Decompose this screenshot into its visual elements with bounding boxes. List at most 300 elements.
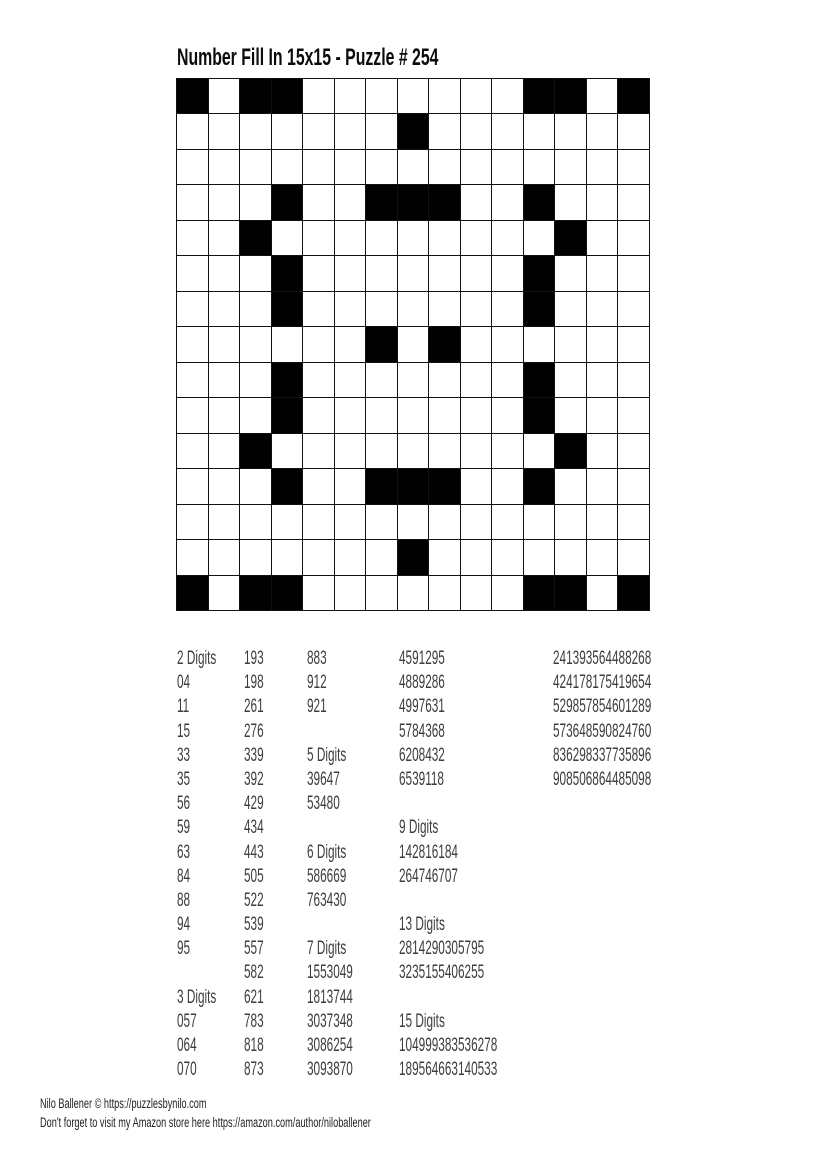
- number-entry: 621: [244, 986, 264, 1008]
- grid-fill-cell[interactable]: [429, 363, 460, 397]
- grid-fill-cell[interactable]: [618, 150, 649, 184]
- grid-fill-cell[interactable]: [492, 469, 523, 503]
- number-entry: 63: [177, 841, 191, 863]
- grid-fill-cell[interactable]: [240, 398, 271, 432]
- grid-fill-cell[interactable]: [209, 540, 240, 574]
- grid-fill-cell[interactable]: [398, 256, 429, 290]
- grid-block-cell: [272, 185, 303, 219]
- number-entry: 3037348: [307, 1010, 353, 1032]
- grid-fill-cell[interactable]: [587, 221, 618, 255]
- grid-fill-cell[interactable]: [429, 150, 460, 184]
- grid-fill-cell[interactable]: [524, 434, 555, 468]
- grid-fill-cell[interactable]: [303, 434, 334, 468]
- grid-fill-cell[interactable]: [366, 79, 397, 113]
- grid-block-cell: [177, 576, 208, 610]
- grid-fill-cell[interactable]: [209, 185, 240, 219]
- grid-fill-cell[interactable]: [240, 469, 271, 503]
- grid-block-cell: [272, 292, 303, 326]
- grid-fill-cell[interactable]: [209, 114, 240, 148]
- grid-fill-cell[interactable]: [555, 150, 586, 184]
- grid-fill-cell[interactable]: [429, 398, 460, 432]
- number-entry: 84: [177, 865, 191, 887]
- grid-fill-cell[interactable]: [366, 398, 397, 432]
- grid-fill-cell[interactable]: [461, 469, 492, 503]
- grid-fill-cell[interactable]: [272, 150, 303, 184]
- number-entry: 5784368: [399, 720, 445, 742]
- number-entry: 53480: [307, 793, 340, 815]
- number-entry: 912: [307, 672, 327, 694]
- grid-fill-cell[interactable]: [618, 114, 649, 148]
- grid-fill-cell[interactable]: [461, 221, 492, 255]
- footer-copyright: Nilo Ballener © https://puzzlesbynilo.com: [40, 1096, 207, 1111]
- number-entry: 339: [244, 744, 264, 766]
- grid-fill-cell[interactable]: [209, 469, 240, 503]
- number-entry: 88: [177, 889, 191, 911]
- number-entry: 11: [177, 696, 190, 718]
- list-spacer: [399, 792, 497, 816]
- grid-fill-cell[interactable]: [492, 505, 523, 539]
- number-entry: 04: [177, 672, 191, 694]
- digits-section-label: 13 Digits: [399, 914, 445, 936]
- grid-fill-cell[interactable]: [587, 434, 618, 468]
- number-entry: 557: [244, 938, 264, 960]
- grid-fill-cell[interactable]: [587, 505, 618, 539]
- grid-fill-cell[interactable]: [555, 185, 586, 219]
- grid-fill-cell[interactable]: [335, 576, 366, 610]
- number-entry: 392: [244, 768, 264, 790]
- number-entry: 070: [177, 1059, 197, 1081]
- grid-fill-cell[interactable]: [492, 327, 523, 361]
- grid-fill-cell[interactable]: [177, 256, 208, 290]
- grid-fill-cell[interactable]: [240, 505, 271, 539]
- number-entry: 883: [307, 648, 327, 669]
- grid-fill-cell[interactable]: [303, 363, 334, 397]
- grid-fill-cell[interactable]: [618, 505, 649, 539]
- grid-fill-cell[interactable]: [209, 327, 240, 361]
- digits-section-label: 2 Digits: [177, 648, 217, 669]
- number-entry: 763430: [307, 889, 347, 911]
- grid-fill-cell[interactable]: [398, 434, 429, 468]
- grid-fill-cell[interactable]: [272, 505, 303, 539]
- grid-fill-cell[interactable]: [555, 540, 586, 574]
- grid-fill-cell[interactable]: [555, 363, 586, 397]
- grid-fill-cell[interactable]: [524, 114, 555, 148]
- grid-fill-cell[interactable]: [303, 576, 334, 610]
- grid-fill-cell[interactable]: [555, 292, 586, 326]
- number-entry: 198: [244, 672, 264, 694]
- grid-fill-cell[interactable]: [492, 363, 523, 397]
- grid-fill-cell[interactable]: [398, 221, 429, 255]
- number-entry: 39647: [307, 768, 340, 790]
- number-entry: 908506864485098: [553, 768, 652, 790]
- number-entry: 189564663140533: [399, 1059, 498, 1081]
- number-entry: 505: [244, 865, 264, 887]
- grid-fill-cell[interactable]: [335, 114, 366, 148]
- list-spacer: [307, 816, 353, 840]
- grid-block-cell: [240, 79, 271, 113]
- grid-block-cell: [618, 576, 649, 610]
- grid-fill-cell[interactable]: [240, 540, 271, 574]
- grid-fill-cell[interactable]: [335, 434, 366, 468]
- number-entry: 56: [177, 793, 191, 815]
- grid-fill-cell[interactable]: [587, 79, 618, 113]
- grid-fill-cell[interactable]: [398, 327, 429, 361]
- grid-fill-cell[interactable]: [240, 150, 271, 184]
- grid-fill-cell[interactable]: [461, 114, 492, 148]
- grid-fill-cell[interactable]: [618, 434, 649, 468]
- number-entry: 921: [307, 696, 327, 718]
- grid-fill-cell[interactable]: [618, 540, 649, 574]
- grid-fill-cell[interactable]: [524, 150, 555, 184]
- grid-fill-cell[interactable]: [461, 79, 492, 113]
- grid-block-cell: [177, 79, 208, 113]
- grid-fill-cell[interactable]: [461, 434, 492, 468]
- grid-fill-cell[interactable]: [335, 469, 366, 503]
- grid-block-cell: [429, 469, 460, 503]
- grid-fill-cell[interactable]: [555, 114, 586, 148]
- grid-fill-cell[interactable]: [461, 505, 492, 539]
- grid-fill-cell[interactable]: [335, 398, 366, 432]
- grid-fill-cell[interactable]: [303, 398, 334, 432]
- grid-fill-cell[interactable]: [335, 150, 366, 184]
- grid-block-cell: [524, 363, 555, 397]
- list-spacer: [307, 720, 353, 744]
- grid-fill-cell[interactable]: [240, 114, 271, 148]
- number-entry: 443: [244, 841, 264, 863]
- grid-block-cell: [272, 256, 303, 290]
- grid-fill-cell[interactable]: [240, 363, 271, 397]
- grid-block-cell: [272, 363, 303, 397]
- grid-fill-cell[interactable]: [461, 576, 492, 610]
- grid-fill-cell[interactable]: [240, 327, 271, 361]
- grid-fill-cell[interactable]: [524, 221, 555, 255]
- grid-block-cell: [524, 256, 555, 290]
- grid-fill-cell[interactable]: [429, 434, 460, 468]
- digits-section-label: 7 Digits: [307, 938, 347, 960]
- number-entry: 104999383536278: [399, 1035, 498, 1056]
- number-entry: 582: [244, 962, 264, 984]
- number-list-column-3: [307, 647, 353, 1082]
- number-entry: 4591295: [399, 648, 445, 669]
- list-spacer: [399, 889, 497, 913]
- number-entry: 818: [244, 1035, 264, 1056]
- grid-fill-cell[interactable]: [366, 434, 397, 468]
- grid-fill-cell[interactable]: [555, 327, 586, 361]
- number-entry: 424178175419654: [553, 672, 652, 694]
- grid-block-cell: [398, 114, 429, 148]
- number-entry: 3093870: [307, 1059, 353, 1081]
- grid-fill-cell[interactable]: [587, 363, 618, 397]
- grid-fill-cell[interactable]: [587, 150, 618, 184]
- grid-block-cell: [524, 79, 555, 113]
- grid-fill-cell[interactable]: [335, 221, 366, 255]
- number-list-column-5: [553, 647, 651, 792]
- grid-block-cell: [524, 292, 555, 326]
- grid-fill-cell[interactable]: [209, 256, 240, 290]
- grid-fill-cell[interactable]: [177, 292, 208, 326]
- grid-fill-cell[interactable]: [618, 327, 649, 361]
- number-entry: 193: [244, 648, 264, 669]
- grid-block-cell: [240, 576, 271, 610]
- grid-fill-cell[interactable]: [177, 398, 208, 432]
- page-footer: [40, 1094, 371, 1133]
- grid-fill-cell[interactable]: [429, 79, 460, 113]
- digits-section-label: 15 Digits: [399, 1010, 445, 1032]
- number-entry: 35: [177, 768, 191, 790]
- grid-fill-cell[interactable]: [177, 505, 208, 539]
- number-entry: 261: [244, 696, 264, 718]
- number-entry: 1553049: [307, 962, 353, 984]
- grid-fill-cell[interactable]: [492, 256, 523, 290]
- grid-fill-cell[interactable]: [618, 398, 649, 432]
- grid-fill-cell[interactable]: [461, 256, 492, 290]
- number-entry: 873: [244, 1059, 264, 1081]
- grid-fill-cell[interactable]: [618, 292, 649, 326]
- grid-fill-cell[interactable]: [209, 576, 240, 610]
- number-entry: 783: [244, 1010, 264, 1032]
- grid-fill-cell[interactable]: [177, 221, 208, 255]
- grid-fill-cell[interactable]: [335, 256, 366, 290]
- grid-fill-cell[interactable]: [177, 150, 208, 184]
- grid-fill-cell[interactable]: [587, 398, 618, 432]
- grid-fill-cell[interactable]: [461, 292, 492, 326]
- grid-block-cell: [240, 221, 271, 255]
- grid-fill-cell[interactable]: [366, 363, 397, 397]
- grid-fill-cell[interactable]: [303, 79, 334, 113]
- grid-fill-cell[interactable]: [398, 398, 429, 432]
- grid-fill-cell[interactable]: [398, 576, 429, 610]
- grid-fill-cell[interactable]: [492, 150, 523, 184]
- number-entry: 434: [244, 817, 264, 839]
- grid-fill-cell[interactable]: [303, 114, 334, 148]
- grid-fill-cell[interactable]: [366, 292, 397, 326]
- grid-fill-cell[interactable]: [492, 292, 523, 326]
- number-entry: 573648590824760: [553, 720, 652, 742]
- number-entry: 1813744: [307, 986, 353, 1008]
- grid-block-cell: [272, 576, 303, 610]
- grid-block-cell: [366, 469, 397, 503]
- grid-fill-cell[interactable]: [272, 221, 303, 255]
- grid-fill-cell[interactable]: [429, 256, 460, 290]
- grid-fill-cell[interactable]: [209, 398, 240, 432]
- number-entry: 2814290305795: [399, 938, 485, 960]
- grid-fill-cell[interactable]: [524, 540, 555, 574]
- grid-fill-cell[interactable]: [335, 292, 366, 326]
- number-entry: 59: [177, 817, 191, 839]
- list-spacer: [399, 986, 497, 1010]
- grid-block-cell: [524, 576, 555, 610]
- grid-fill-cell[interactable]: [618, 256, 649, 290]
- number-entry: 057: [177, 1010, 197, 1032]
- grid-fill-cell[interactable]: [335, 79, 366, 113]
- grid-fill-cell[interactable]: [461, 363, 492, 397]
- grid-fill-cell[interactable]: [398, 363, 429, 397]
- grid-fill-cell[interactable]: [303, 221, 334, 255]
- grid-fill-cell[interactable]: [366, 114, 397, 148]
- grid-fill-cell[interactable]: [398, 505, 429, 539]
- grid-fill-cell[interactable]: [429, 540, 460, 574]
- grid-fill-cell[interactable]: [492, 221, 523, 255]
- grid-fill-cell[interactable]: [555, 505, 586, 539]
- grid-block-cell: [366, 185, 397, 219]
- grid-block-cell: [366, 327, 397, 361]
- grid-fill-cell[interactable]: [524, 505, 555, 539]
- grid-fill-cell[interactable]: [209, 363, 240, 397]
- grid-block-cell: [272, 398, 303, 432]
- number-entry: 586669: [307, 865, 347, 887]
- grid-fill-cell[interactable]: [429, 576, 460, 610]
- grid-fill-cell[interactable]: [335, 540, 366, 574]
- number-entry: 836298337735896: [553, 744, 652, 766]
- number-entry: 15: [177, 720, 191, 742]
- number-entry: 6208432: [399, 744, 445, 766]
- grid-fill-cell[interactable]: [398, 79, 429, 113]
- grid-fill-cell[interactable]: [303, 292, 334, 326]
- grid-fill-cell[interactable]: [492, 114, 523, 148]
- number-list-column-2: [244, 647, 264, 1082]
- grid-fill-cell[interactable]: [429, 292, 460, 326]
- grid-block-cell: [398, 185, 429, 219]
- grid-fill-cell[interactable]: [398, 292, 429, 326]
- grid-block-cell: [524, 398, 555, 432]
- grid-fill-cell[interactable]: [492, 576, 523, 610]
- grid-fill-cell[interactable]: [366, 221, 397, 255]
- grid-fill-cell[interactable]: [240, 292, 271, 326]
- grid-fill-cell[interactable]: [461, 185, 492, 219]
- grid-fill-cell[interactable]: [177, 540, 208, 574]
- grid-fill-cell[interactable]: [555, 256, 586, 290]
- grid-fill-cell[interactable]: [272, 434, 303, 468]
- grid-fill-cell[interactable]: [272, 327, 303, 361]
- grid-fill-cell[interactable]: [209, 221, 240, 255]
- grid-fill-cell[interactable]: [177, 434, 208, 468]
- puzzle-title: Number Fill In 15x15 - Puzzle # 254: [177, 44, 439, 71]
- grid-fill-cell[interactable]: [524, 327, 555, 361]
- grid-fill-cell[interactable]: [492, 540, 523, 574]
- grid-block-cell: [618, 79, 649, 113]
- number-entry: 522: [244, 889, 264, 911]
- number-entry: 142816184: [399, 841, 458, 863]
- grid-fill-cell[interactable]: [461, 398, 492, 432]
- grid-block-cell: [555, 434, 586, 468]
- grid-fill-cell[interactable]: [303, 540, 334, 574]
- grid-fill-cell[interactable]: [618, 185, 649, 219]
- grid-fill-cell[interactable]: [303, 327, 334, 361]
- grid-fill-cell[interactable]: [587, 469, 618, 503]
- grid-fill-cell[interactable]: [587, 114, 618, 148]
- grid-fill-cell[interactable]: [429, 505, 460, 539]
- number-entry: 529857854601289: [553, 696, 652, 718]
- grid-fill-cell[interactable]: [618, 469, 649, 503]
- grid-fill-cell[interactable]: [335, 327, 366, 361]
- puzzle-grid: [176, 78, 650, 611]
- grid-fill-cell[interactable]: [618, 221, 649, 255]
- number-entry: 264746707: [399, 865, 458, 887]
- grid-fill-cell[interactable]: [461, 150, 492, 184]
- grid-fill-cell[interactable]: [303, 469, 334, 503]
- number-entry: 4889286: [399, 672, 445, 694]
- grid-fill-cell[interactable]: [240, 185, 271, 219]
- grid-fill-cell[interactable]: [366, 576, 397, 610]
- number-entry: 276: [244, 720, 264, 742]
- number-entry: 94: [177, 914, 191, 936]
- grid-fill-cell[interactable]: [587, 540, 618, 574]
- grid-fill-cell[interactable]: [335, 185, 366, 219]
- grid-fill-cell[interactable]: [461, 327, 492, 361]
- grid-fill-cell[interactable]: [209, 434, 240, 468]
- grid-fill-cell[interactable]: [303, 256, 334, 290]
- grid-fill-cell[interactable]: [429, 114, 460, 148]
- grid-fill-cell[interactable]: [177, 327, 208, 361]
- digits-section-label: 3 Digits: [177, 986, 217, 1008]
- grid-fill-cell[interactable]: [335, 505, 366, 539]
- grid-fill-cell[interactable]: [492, 434, 523, 468]
- grid-fill-cell[interactable]: [492, 79, 523, 113]
- grid-fill-cell[interactable]: [177, 363, 208, 397]
- grid-fill-cell[interactable]: [272, 114, 303, 148]
- grid-fill-cell[interactable]: [177, 185, 208, 219]
- grid-block-cell: [555, 221, 586, 255]
- grid-fill-cell[interactable]: [240, 256, 271, 290]
- footer-store-link: Don't forget to visit my Amazon store here https://amazon.com/author/niloballener: [40, 1115, 371, 1131]
- number-list-column-1: [177, 647, 216, 1082]
- list-spacer: [177, 961, 216, 985]
- grid-fill-cell[interactable]: [303, 150, 334, 184]
- grid-fill-cell[interactable]: [209, 292, 240, 326]
- grid-fill-cell[interactable]: [429, 221, 460, 255]
- digits-section-label: 9 Digits: [399, 817, 439, 839]
- grid-fill-cell[interactable]: [398, 150, 429, 184]
- number-entry: 95: [177, 938, 191, 960]
- grid-fill-cell[interactable]: [209, 79, 240, 113]
- grid-block-cell: [272, 469, 303, 503]
- grid-fill-cell[interactable]: [618, 363, 649, 397]
- grid-fill-cell[interactable]: [272, 540, 303, 574]
- grid-fill-cell[interactable]: [303, 505, 334, 539]
- grid-block-cell: [272, 79, 303, 113]
- grid-fill-cell[interactable]: [587, 327, 618, 361]
- grid-fill-cell[interactable]: [366, 256, 397, 290]
- number-entry: 064: [177, 1035, 197, 1056]
- number-entry: 6539118: [399, 768, 444, 790]
- grid-block-cell: [398, 469, 429, 503]
- number-entry: 539: [244, 914, 264, 936]
- list-spacer: [307, 913, 353, 937]
- grid-fill-cell[interactable]: [555, 469, 586, 503]
- grid-fill-cell[interactable]: [587, 185, 618, 219]
- grid-fill-cell[interactable]: [209, 150, 240, 184]
- grid-fill-cell[interactable]: [209, 505, 240, 539]
- grid-fill-cell[interactable]: [587, 576, 618, 610]
- number-entry: 4997631: [399, 696, 445, 718]
- grid-fill-cell[interactable]: [303, 185, 334, 219]
- digits-section-label: 6 Digits: [307, 841, 347, 863]
- grid-fill-cell[interactable]: [587, 292, 618, 326]
- grid-fill-cell[interactable]: [461, 540, 492, 574]
- grid-fill-cell[interactable]: [492, 185, 523, 219]
- grid-fill-cell[interactable]: [366, 540, 397, 574]
- grid-fill-cell[interactable]: [335, 363, 366, 397]
- grid-fill-cell[interactable]: [555, 398, 586, 432]
- grid-fill-cell[interactable]: [366, 150, 397, 184]
- number-entry: 429: [244, 793, 264, 815]
- grid-block-cell: [398, 540, 429, 574]
- grid-fill-cell[interactable]: [366, 505, 397, 539]
- grid-fill-cell[interactable]: [177, 114, 208, 148]
- grid-fill-cell[interactable]: [587, 256, 618, 290]
- grid-fill-cell[interactable]: [177, 469, 208, 503]
- grid-fill-cell[interactable]: [492, 398, 523, 432]
